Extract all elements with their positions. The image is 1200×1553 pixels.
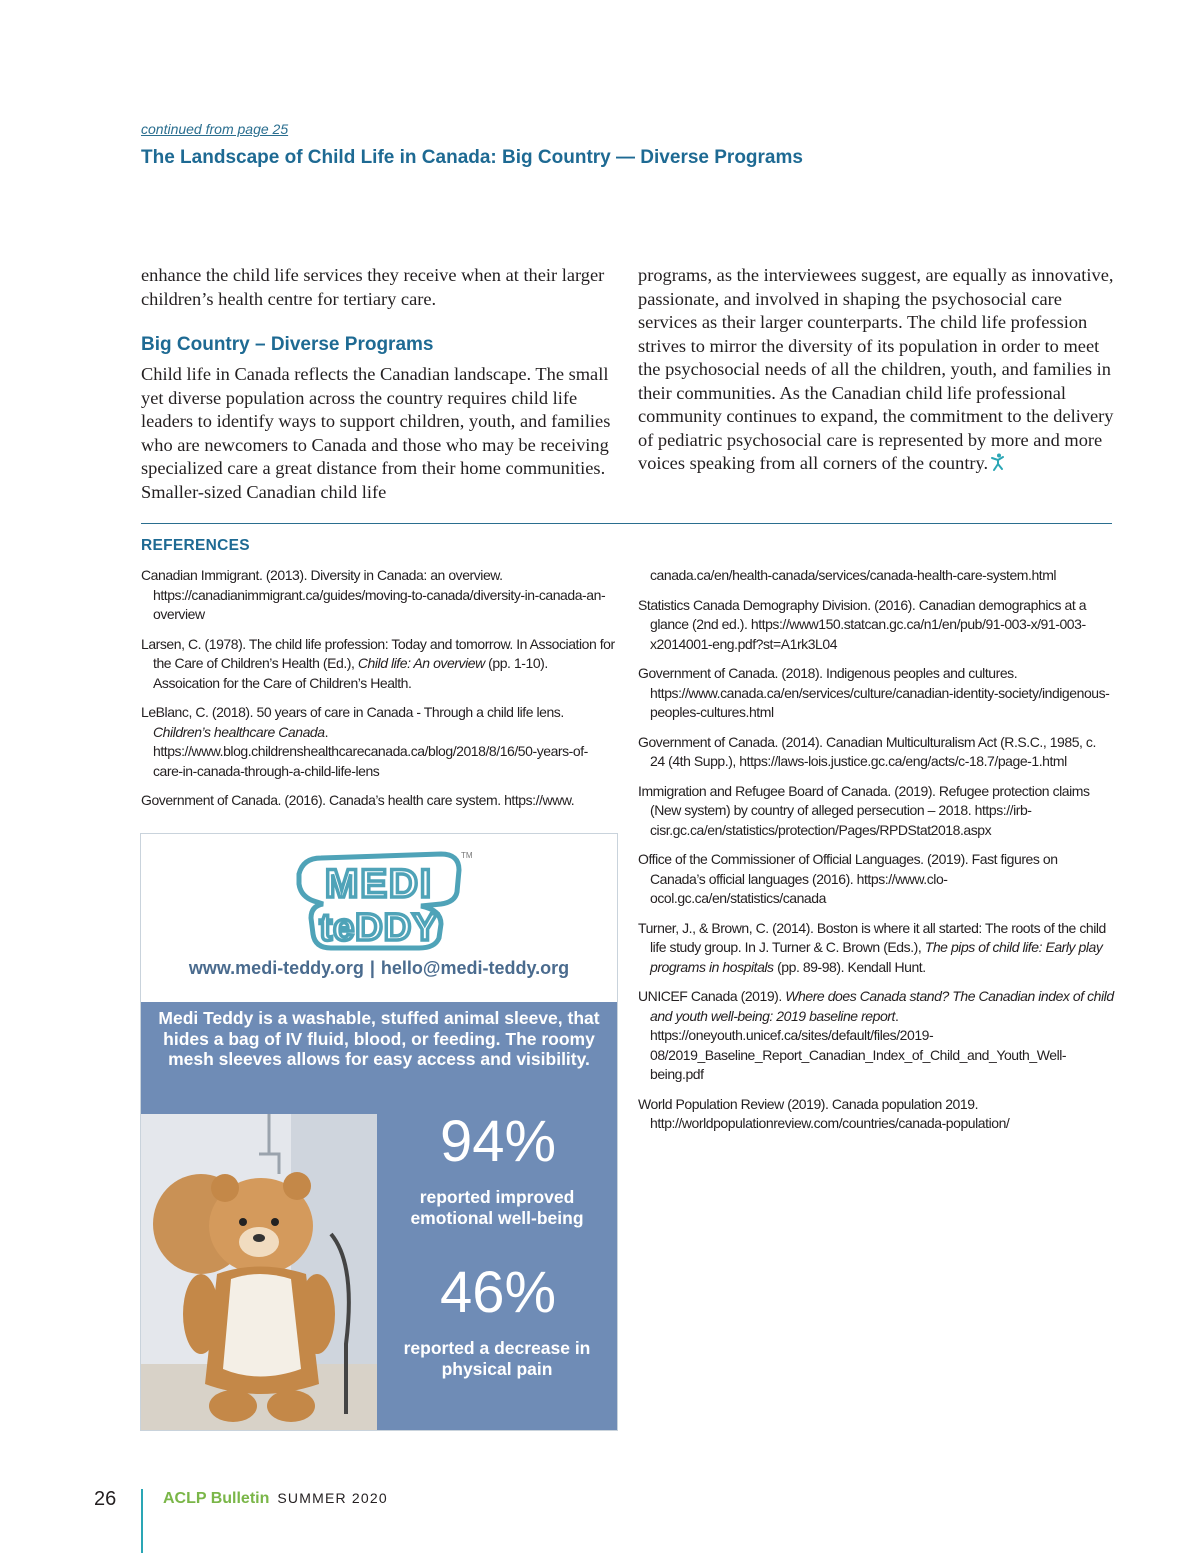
ad-contact-separator: | bbox=[369, 958, 375, 978]
svg-text:teDDY: teDDY bbox=[319, 907, 439, 949]
footer-publication bbox=[163, 1490, 388, 1508]
page-number: 26 bbox=[94, 1488, 117, 1510]
reference-item: UNICEF Canada (2019). Where does Canada stand? The Canadian index of child and youth well-being: 2019 baseline report. https://oneyouth.unicef.ca/sites/default/files/2019-08/2019_Baseline_Report_Canadian_Index_of_Child_and_Youth_Well-being.pdf bbox=[638, 988, 1114, 1082]
reference-item: Canadian Immigrant. (2013). Diversity in Canada: an overview. https://canadianimmigrant.ca/guides/moving-to-canada/diversity-in-canada-an-overview bbox=[141, 567, 606, 622]
reference-item: Government of Canada. (2016). Canada’s health care system. https://www. bbox=[141, 792, 575, 808]
references-heading: REFERENCES bbox=[141, 537, 250, 554]
footer-divider bbox=[141, 1489, 143, 1553]
medi-teddy-logo bbox=[291, 844, 471, 954]
body-paragraph: Child life in Canada reflects the Canadian landscape. The small yet diverse population across the country requires child life leaders to identify ways to support children, youth, and families who are newcomers to Canada and those who may be receiving specialized care a great distance from their home communities. Smaller-sized Canadian child life bbox=[141, 364, 611, 502]
reference-item: LeBlanc, C. (2018). 50 years of care in Canada - Through a child life lens. Children’s healthcare Canada. https://www.blog.childrenshealthcarecanada.ca/blog/2018/8/16/50-years-of-care-in-canada-through-a-child-life-lens bbox=[141, 704, 588, 779]
stat-value: 94% bbox=[439, 1109, 557, 1174]
section-divider bbox=[141, 523, 1112, 524]
teddy-bear-iv-pole-photo bbox=[141, 1114, 377, 1430]
reference-item: Government of Canada. (2014). Canadian Multiculturalism Act (R.S.C., 1985, c. 24 (4th Supp.), https://laws-lois.justice.gc.ca/eng/acts/c-18.7/page-1.html bbox=[638, 733, 1096, 769]
ad-email-link[interactable]: hello@medi-teddy.org bbox=[380, 958, 570, 978]
svg-text:MEDI: MEDI bbox=[325, 862, 433, 906]
reference-item: Larsen, C. (1978). The child life profession: Today and tomorrow. In Association for the Care of Children’s Health (Ed.), Child life: An overview (pp. 1-10). Assoication for the Care of Children’s Health. bbox=[141, 635, 615, 691]
reference-item-continued: canada.ca/en/health-canada/services/canada-health-care-system.html bbox=[650, 567, 1057, 583]
ad-website-link[interactable]: www.medi-teddy.org bbox=[188, 958, 364, 978]
body-column-left bbox=[141, 264, 621, 504]
issue-date: SUMMER 2020 bbox=[277, 1490, 388, 1506]
body-column-right bbox=[638, 264, 1114, 478]
reference-item: Immigration and Refugee Board of Canada. (2019). Refugee protection claims (New system) by country of alleged persecution – 2018. https://irb-cisr.gc.ca/en/statistics/protection/Pages/RPDStat2018.aspx bbox=[638, 782, 1090, 838]
reference-item: Office of the Commissioner of Official Languages. (2019). Fast figures on Canada’s official languages (2016). https://www.clo-ocol.gc.ca/en/statistics/canada bbox=[638, 851, 1058, 906]
reference-item: Turner, J., & Brown, C. (2014). Boston is where it all started: The roots of the child life study group. In J. Turner & C. Brown (Eds.), The pips of child life: Early play programs in hospitals (pp. 89-98). Kendall Hunt. bbox=[638, 919, 1106, 975]
stat-label: reported improved emotional well-being bbox=[410, 1187, 584, 1228]
section-heading: Big Country – Diverse Programs bbox=[141, 334, 434, 355]
references-column-right bbox=[638, 566, 1114, 1144]
reference-item: Government of Canada. (2018). Indigenous peoples and cultures. https://www.canada.ca/en/services/culture/canadian-identity-society/indigenous-peoples-cultures.html bbox=[638, 665, 1110, 720]
reference-item: World Population Review (2019). Canada population 2019. http://worldpopulationreview.com/countries/canada-population/ bbox=[638, 1095, 1010, 1131]
ad-contact-line bbox=[141, 958, 617, 979]
ad-blurb: Medi Teddy is a washable, stuffed animal sleeve, that hides a bag of IV fluid, blood, or feeding. The roomy mesh sleeves allows for easy access and visibility. bbox=[158, 1008, 600, 1069]
ad-header bbox=[141, 834, 617, 1002]
body-paragraph bbox=[638, 264, 1114, 478]
references-column-left bbox=[141, 566, 617, 821]
medi-teddy-ad bbox=[140, 833, 618, 1431]
reference-item: Statistics Canada Demography Division. (2016). Canadian demographics at a glance (2nd ed.). https://www150.statcan.gc.ca/n1/en/pub/91-003-x/91-003-x2014001-eng.pdf?st=A1rk3L04 bbox=[638, 596, 1087, 652]
stat-label: reported a decrease in physical pain bbox=[403, 1338, 591, 1379]
svg-text:TM: TM bbox=[461, 851, 473, 860]
body-paragraph: enhance the child life services they receive when at their larger children’s health centre for tertiary care. bbox=[141, 265, 605, 309]
article-title: The Landscape of Child Life in Canada: Big Country — Diverse Programs bbox=[141, 147, 803, 168]
publication-name: ACLP Bulletin bbox=[163, 1490, 270, 1507]
continued-link[interactable]: continued from page 25 bbox=[141, 121, 289, 137]
stat-value: 46% bbox=[439, 1260, 557, 1325]
aclp-figure-icon bbox=[991, 453, 1005, 478]
body-paragraph-text: programs, as the interviewees suggest, are equally as innovative, passionate, and involved in shaping the psychosocial care services as their larger counterparts. The child life profession strives to mirror the diversity of its population in order to meet the psychosocial needs of all the children, youth, and families in their communities. As the Canadian child life professional community continues to expand, the commitment to the delivery of pediatric psychosocial care is represented by more and more voices speaking from all corners of the country. bbox=[638, 265, 1114, 473]
ad-panel bbox=[141, 1002, 617, 1430]
